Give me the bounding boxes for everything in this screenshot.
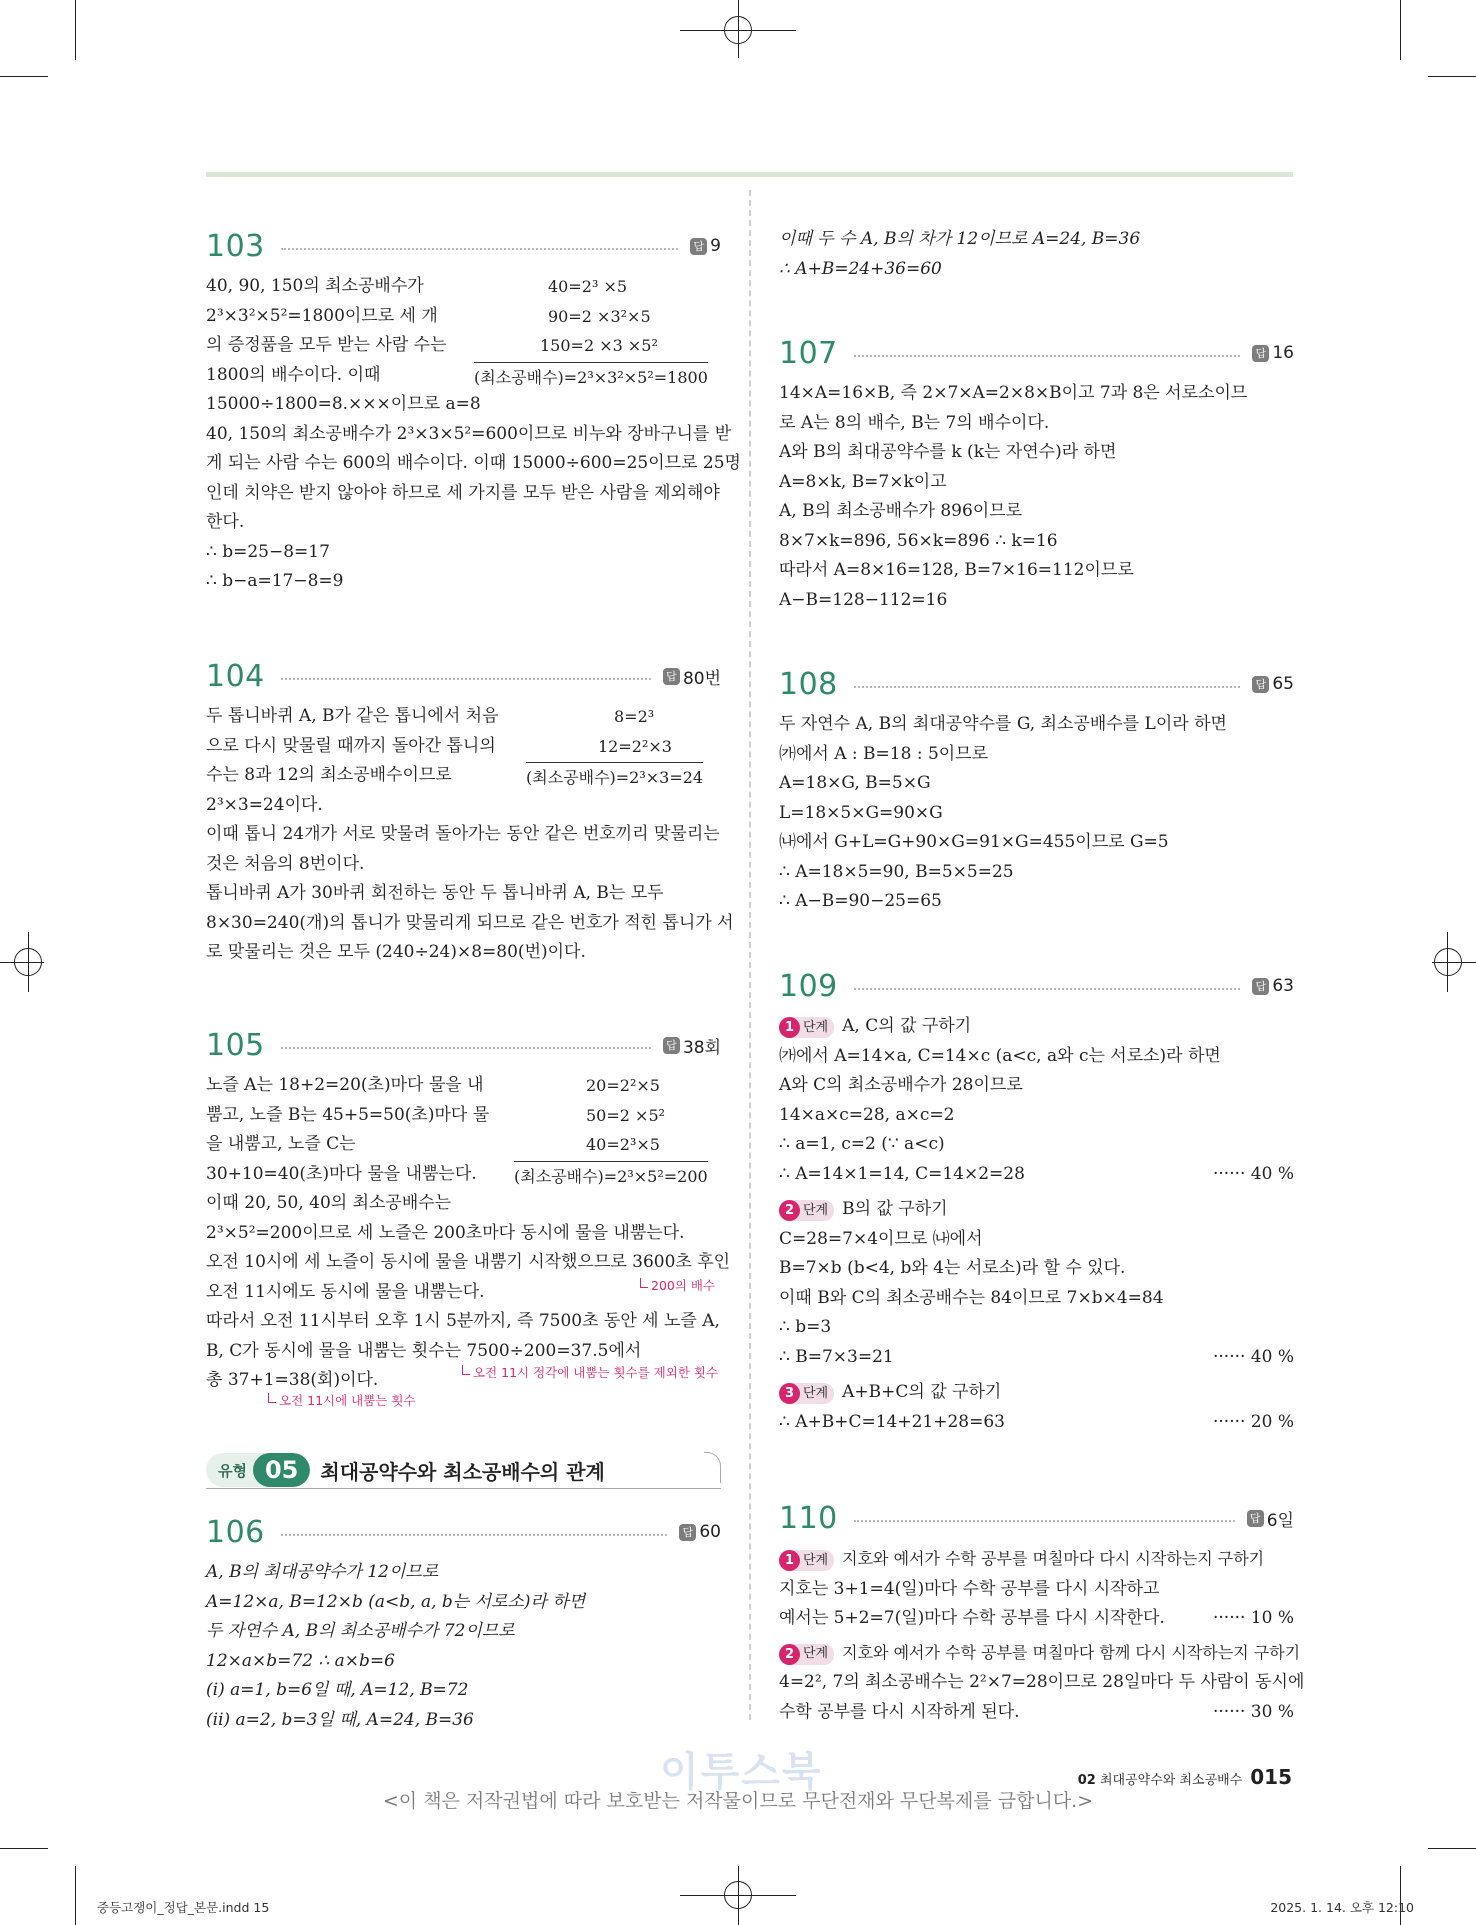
answer-value: 63 — [1272, 976, 1294, 996]
solution-line-with-score — [779, 1698, 1294, 1728]
problem-header — [779, 966, 1294, 1006]
type-number: 05 — [253, 1453, 310, 1487]
chapter-title: 최대공약수와 최소공배수 — [1099, 1773, 1243, 1788]
annotation: 오전 11시 정각에 내뿜는 횟수를 제외한 횟수 — [462, 1363, 718, 1381]
solution-text: 수학 공부를 다시 시작하게 된다. — [779, 1701, 1020, 1722]
solution-line: ㈏에서 G+L=G+90×G=91×G=455이므로 G=5 — [779, 832, 1169, 852]
solution-line: 톱니바퀴 A가 30바퀴 회전하는 동안 두 톱니바퀴 A, B는 모두 — [206, 883, 664, 903]
solution-line: 14×A=16×B, 즉 2×7×A=2×8×B이고 7과 8은 서로소이므 — [779, 383, 1248, 403]
solution — [779, 379, 1294, 615]
annotation: 200의 배수 — [640, 1276, 715, 1294]
problem-header — [779, 333, 1294, 373]
problem-number: 109 — [779, 968, 838, 1004]
problem-110 — [779, 1498, 1305, 1727]
leader-dots — [854, 988, 1241, 990]
answer-value: 38회 — [682, 1037, 721, 1058]
solution-line: 40, 90, 150의 최소공배수가 — [206, 276, 424, 296]
step-heading — [779, 1544, 1294, 1575]
registration-mark — [14, 948, 42, 976]
chapter-number: 02 — [1077, 1773, 1096, 1788]
problem-106 — [206, 1512, 721, 1735]
answer-value: 60 — [699, 1522, 721, 1542]
solution-line: ∴ a=1, c=2 (∵ a<c) — [779, 1134, 945, 1154]
factor-result: (최소공배수)=2³×5²=200 — [514, 1161, 708, 1192]
solution-line: C=28=7×4이므로 ㈏에서 — [779, 1228, 983, 1249]
problem-header — [779, 664, 1294, 704]
factor-line: 12=2²×3 — [598, 736, 672, 756]
answer-icon: 답 — [1252, 345, 1269, 362]
solution-text: ∴ B=7×3=21 — [779, 1346, 894, 1367]
solution-line: 따라서 A=8×16=128, B=7×16=112이므로 — [779, 560, 1134, 580]
publisher-watermark: 이투스북 — [660, 1749, 823, 1795]
solution-line: 로 맞물리는 것은 모두 (240÷24)×8=80(번)이다. — [206, 942, 586, 962]
solution-line: (ⅰ) a=1, b=6일 때, A=12, B=72 — [206, 1680, 469, 1700]
solution-line-with-score — [779, 1343, 1294, 1373]
solution-line: 뿜고, 노즐 B는 45+5=50(초)마다 물 — [206, 1104, 490, 1125]
solution-line-with-score — [779, 1408, 1294, 1438]
solution-text: ∴ A=14×1=14, C=14×2=28 — [779, 1163, 1025, 1184]
solution-line: A와 B의 최대공약수를 k (k는 자연수)라 하면 — [779, 442, 1117, 462]
score-percent: ······ 10 % — [1212, 1608, 1294, 1628]
solution-line: 으로 다시 맞물릴 때까지 돌아간 톱니의 — [206, 735, 496, 756]
solution-line: 의 증정품을 모두 받는 사람 수는 — [206, 335, 447, 355]
factorization-box — [514, 1071, 708, 1191]
solution-line: 수는 8과 12의 최소공배수이므로 — [206, 765, 452, 785]
solution-text: ∴ A+B+C=14+21+28=63 — [779, 1411, 1005, 1432]
solution-line: 한다. — [206, 512, 245, 532]
answer-icon: 답 — [679, 1524, 696, 1541]
solution-line: ㈎에서 A=14×a, C=14×c (a<c, a와 c는 서로소)라 하면 — [779, 1045, 1221, 1066]
step-badge — [779, 1017, 834, 1038]
answer — [1247, 1506, 1294, 1531]
crop-mark — [75, 1866, 76, 1925]
answer — [1252, 343, 1294, 363]
solution-line: 8×7×k=896, 56×k=896 ∴ k=16 — [779, 530, 1058, 551]
crop-mark — [1400, 0, 1401, 60]
step-label: 단계 — [803, 1019, 829, 1035]
solution-line: 이때 톱니 24개가 서로 맞물려 돌아가는 동안 같은 번호끼리 맞물리는 — [206, 824, 720, 844]
problem-number: 104 — [206, 658, 265, 694]
leader-dots — [281, 1047, 651, 1049]
answer — [663, 1033, 721, 1058]
score-percent: ······ 40 % — [1212, 1346, 1294, 1367]
problem-number: 108 — [779, 666, 838, 702]
solution-line: ∴ A+B=24+36=60 — [779, 258, 942, 279]
step-number: 2 — [779, 1200, 800, 1221]
step-number: 1 — [779, 1550, 800, 1571]
solution-line: A=18×G, B=5×G — [779, 773, 931, 793]
registration-mark — [724, 16, 752, 44]
answer-value: 6일 — [1266, 1510, 1294, 1531]
leader-dots — [281, 678, 651, 680]
solution-line: 이때 20, 50, 40의 최소공배수는 — [206, 1193, 452, 1213]
problem-104 — [206, 656, 734, 968]
crop-mark — [0, 76, 48, 77]
solution — [206, 1558, 721, 1735]
factor-line: 150=2 ×3 ×5² — [540, 336, 658, 355]
answer — [1252, 976, 1294, 996]
problem-103 — [206, 226, 741, 597]
solution-line: L=18×5×G=90×G — [779, 802, 943, 823]
solution-line: 로 A는 8의 배수, B는 7의 배수이다. — [779, 412, 1050, 433]
solution-line: 4=2², 7의 최소공배수는 2²×7=28이므로 28일마다 두 사람이 동시에 — [779, 1672, 1305, 1692]
solution-line-with-score — [779, 1160, 1294, 1190]
solution-line: A−B=128−112=16 — [779, 589, 948, 610]
factor-result: (최소공배수)=2³×3=24 — [526, 762, 703, 793]
answer — [679, 1522, 721, 1542]
leader-dots — [281, 248, 678, 250]
step-heading — [779, 1378, 1294, 1408]
solution-line: 지호는 3+1=4(일)마다 수학 공부를 다시 시작하고 — [779, 1578, 1160, 1599]
answer-value: 9 — [710, 236, 721, 256]
step-heading — [779, 1195, 1294, 1225]
solution-line: ∴ b=3 — [779, 1317, 832, 1337]
type-label: 유형 — [218, 1461, 247, 1480]
step-label: 단계 — [803, 1552, 829, 1568]
score-percent: ······ 20 % — [1212, 1411, 1294, 1432]
solution-line: 따라서 오전 11시부터 오후 1시 5분까지, 즉 7500초 동안 세 노즐 A, — [206, 1311, 720, 1331]
solution-line: A, B의 최소공배수가 896이므로 — [779, 501, 1023, 521]
date-slug: 2025. 1. 14. 오후 12:10 — [1270, 1900, 1414, 1915]
solution-line: ∴ b=25−8=17 — [206, 541, 330, 562]
problem-header — [206, 1025, 721, 1065]
answer-icon: 답 — [1252, 978, 1269, 995]
solution-line: 것은 처음의 8번이다. — [206, 853, 365, 874]
solution-line: 14×a×c=28, a×c=2 — [779, 1104, 955, 1125]
factor-line: 40=2³ ×5 — [548, 277, 628, 296]
crop-mark — [1400, 1866, 1401, 1925]
step-badge — [779, 1550, 834, 1571]
answer — [1252, 674, 1294, 694]
leader-dots — [854, 355, 1241, 357]
solution — [779, 1012, 1294, 1437]
problem-number: 110 — [779, 1500, 838, 1536]
solution-line: 1800의 배수이다. 이때 — [206, 364, 381, 385]
answer-icon: 답 — [1247, 1510, 1264, 1527]
crop-mark — [1428, 1848, 1476, 1849]
solution-line: B, C가 동시에 물을 내뿜는 횟수는 7500÷200=37.5에서 — [206, 1340, 642, 1361]
solution-line: ∴ A−B=90−25=65 — [779, 891, 942, 911]
solution-line: 두 톱니바퀴 A, B가 같은 톱니에서 처음 — [206, 706, 499, 726]
solution-line: 이때 B와 C의 최소공배수는 84이므로 7×b×4=84 — [779, 1287, 1164, 1308]
step-heading — [779, 1012, 1294, 1042]
solution-line: 두 자연수 A, B의 최대공약수를 G, 최소공배수를 L이라 하면 — [779, 714, 1227, 734]
crop-mark — [0, 1848, 48, 1849]
factor-line: 40=2³×5 — [586, 1135, 660, 1154]
factor-line: 20=2²×5 — [586, 1076, 660, 1095]
registration-mark — [724, 1881, 752, 1909]
step-badge — [779, 1644, 834, 1665]
score-percent: ······ 30 % — [1212, 1701, 1294, 1722]
step-number: 3 — [779, 1383, 800, 1404]
solution-line: ∴ A=18×5=90, B=5×5=25 — [779, 861, 1014, 882]
column-divider — [749, 190, 751, 1720]
header-bar — [206, 172, 1293, 177]
solution-line: 게 되는 사람 수는 600의 배수이다. 이때 15000÷600=25이므로 25명 — [206, 453, 741, 473]
problem-108 — [779, 664, 1294, 917]
solution-line: A=12×a, B=12×b (a<b, a, b는 서로소)라 하면 — [206, 1591, 586, 1612]
answer-icon: 답 — [1252, 676, 1269, 693]
solution-line: 이때 두 수 A, B의 차가 12이므로 A=24, B=36 — [779, 229, 1141, 249]
solution-line: 8×30=240(개)의 톱니가 맞물리게 되므로 같은 번호가 적힌 톱니가 서 — [206, 912, 734, 933]
step-number: 1 — [779, 1017, 800, 1038]
answer-icon: 답 — [690, 238, 707, 255]
step-title: 지호와 예서가 수학 공부를 며칠마다 함께 다시 시작하는지 구하기 — [842, 1642, 1301, 1662]
factor-line: 50=2 ×5² — [586, 1105, 666, 1125]
answer-value: 65 — [1272, 674, 1294, 694]
type-pill — [206, 1453, 310, 1487]
problem-109 — [779, 966, 1294, 1437]
copyright-notice: <이 책은 저작권법에 따라 보호받는 저작물이므로 무단전재와 무단복제를 금합니다.> — [382, 1790, 1094, 1812]
solution-line: A, B의 최대공약수가 12이므로 — [206, 1562, 439, 1582]
solution-line: 노즐 A는 18+2=20(초)마다 물을 내 — [206, 1075, 484, 1095]
problem-header — [206, 226, 721, 266]
problem-106-continued — [779, 225, 1294, 284]
leader-dots — [281, 1534, 668, 1536]
step-label: 단계 — [803, 1646, 829, 1662]
factorization-box — [526, 702, 703, 793]
answer-value: 80번 — [682, 668, 721, 689]
problem-number: 103 — [206, 228, 265, 264]
factor-line: 8=2³ — [614, 707, 655, 726]
step-badge — [779, 1383, 834, 1404]
solution-line: 40, 150의 최소공배수가 2³×3×5²=600이므로 비누와 장바구니를 받 — [206, 423, 732, 444]
solution-line: 을 내뿜고, 노즐 C는 — [206, 1134, 356, 1154]
solution — [779, 710, 1294, 917]
solution-line: ㈎에서 A : B=18 : 5이므로 — [779, 743, 989, 764]
solution-line: B=7×b (b<4, b와 4는 서로소)라 할 수 있다. — [779, 1258, 1126, 1278]
step-number: 2 — [779, 1644, 800, 1665]
step-badge — [779, 1200, 834, 1221]
factor-result: (최소공배수)=2³×3²×5²=1800 — [474, 362, 708, 393]
problem-number: 106 — [206, 1514, 265, 1550]
answer-icon: 답 — [663, 1037, 680, 1054]
factor-line: 90=2 ×3²×5 — [548, 306, 651, 326]
step-title: B의 값 구하기 — [842, 1199, 948, 1219]
answer-value: 16 — [1272, 343, 1294, 363]
step-heading — [779, 1638, 1301, 1669]
problem-107 — [779, 333, 1294, 615]
problem-header — [206, 656, 721, 696]
solution-line: 30+10=40(초)마다 물을 내뿜는다. — [206, 1163, 477, 1184]
problem-header — [779, 1498, 1294, 1538]
solution-line: ∴ b−a=17−8=9 — [206, 571, 344, 591]
solution-line: 오전 10시에 세 노즐이 동시에 물을 내뿜기 시작했으므로 3600초 후인 — [206, 1252, 731, 1272]
file-slug: 중등고쟁이_정답_본문.indd 15 — [97, 1900, 270, 1915]
step-label: 단계 — [803, 1202, 829, 1218]
step-title: A+B+C의 값 구하기 — [842, 1382, 1002, 1402]
answer — [663, 664, 721, 689]
answer-icon: 답 — [663, 668, 680, 685]
solution — [779, 1544, 1305, 1727]
solution-line: 오전 11시에도 동시에 물을 내뿜는다. — [206, 1281, 485, 1302]
solution-line: 2³×5²=200이므로 세 노즐은 200초마다 동시에 물을 내뿜는다. — [206, 1222, 685, 1243]
solution-line: 2³×3²×5²=1800이므로 세 개 — [206, 305, 438, 326]
leader-dots — [854, 1520, 1235, 1522]
problem-number: 107 — [779, 335, 838, 371]
leader-dots — [854, 686, 1241, 688]
solution-line: 총 37+1=38(회)이다. — [206, 1370, 379, 1390]
step-label: 단계 — [803, 1385, 829, 1401]
solution-line: A와 C의 최소공배수가 28이므로 — [779, 1075, 1023, 1095]
answer — [690, 236, 721, 256]
annotation: 오전 11시에 내뿜는 횟수 — [268, 1391, 416, 1409]
crop-mark — [75, 0, 76, 60]
problem-number: 105 — [206, 1027, 265, 1063]
step-title: 지호와 예서가 수학 공부를 며칠마다 다시 시작하는지 구하기 — [842, 1549, 1265, 1568]
crop-mark — [1428, 76, 1476, 77]
step-title: A, C의 값 구하기 — [842, 1016, 972, 1036]
solution-line: 15000÷1800=8.×××이므로 a=8 — [206, 394, 481, 414]
registration-mark — [1434, 948, 1462, 976]
factorization-box — [474, 272, 708, 392]
solution-text: 예서는 5+2=7(일)마다 수학 공부를 다시 시작한다. — [779, 1608, 1165, 1628]
solution-line: 인데 치약은 받지 않아야 하므로 세 가지를 모두 받은 사람을 제외해야 — [206, 482, 720, 503]
problem-105 — [206, 1025, 731, 1408]
type-banner — [206, 1452, 721, 1489]
type-title: 최대공약수와 최소공배수의 관계 — [320, 1459, 605, 1484]
solution-line: 두 자연수 A, B의 최소공배수가 72이므로 — [206, 1621, 515, 1641]
solution-line-with-score — [779, 1604, 1294, 1634]
solution-line: 2³×3=24이다. — [206, 794, 323, 815]
page-number: 015 — [1250, 1765, 1292, 1789]
score-percent: ······ 40 % — [1212, 1163, 1294, 1184]
problem-header — [206, 1512, 721, 1552]
solution-line: 12×a×b=72 ∴ a×b=6 — [206, 1650, 395, 1671]
solution-line: (ⅱ) a=2, b=3일 때, A=24, B=36 — [206, 1709, 474, 1730]
solution-line: A=8×k, B=7×k이고 — [779, 471, 947, 492]
